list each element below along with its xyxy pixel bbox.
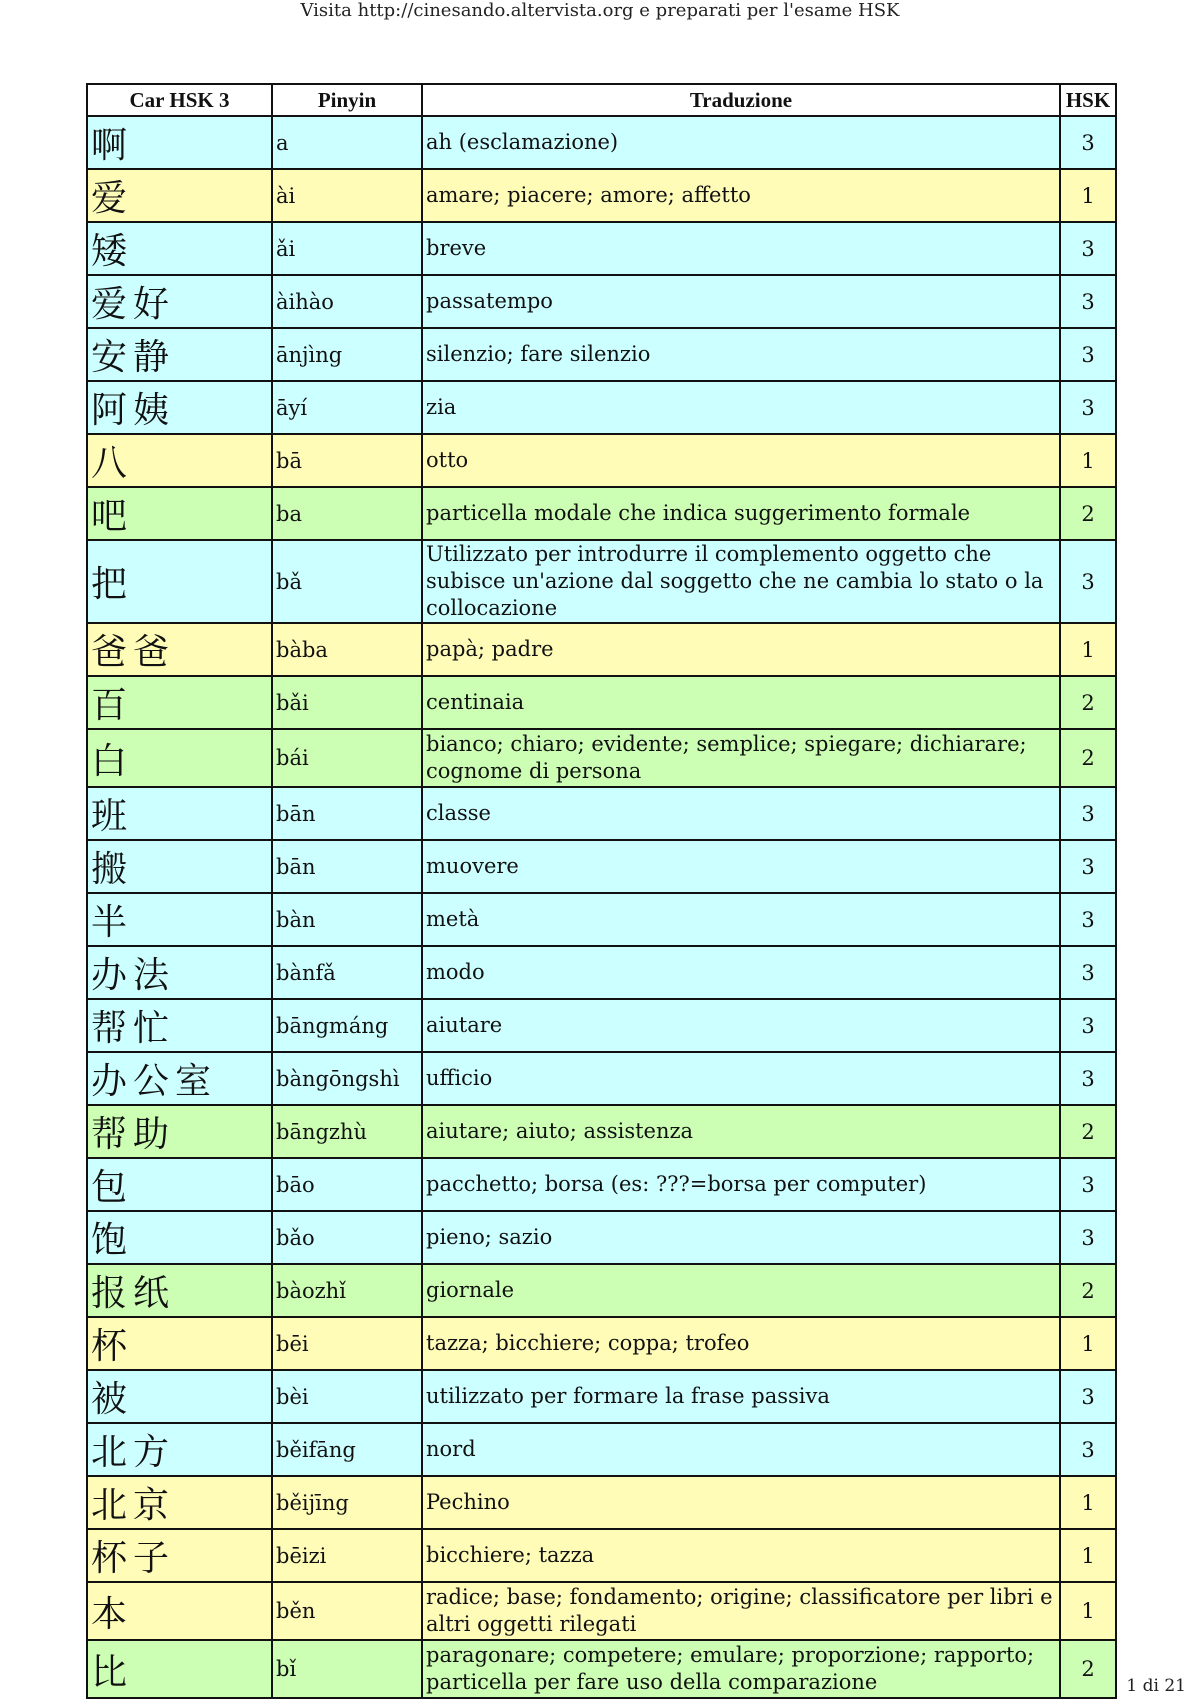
hsk-level-cell: 1 (1060, 1529, 1116, 1582)
pinyin-cell: a (272, 116, 422, 169)
translation-cell: tazza; bicchiere; coppa; trofeo (422, 1317, 1060, 1370)
page-header: Visita http://cinesando.altervista.org e preparati per l'esame HSK (300, 0, 900, 21)
table-row (87, 787, 1116, 840)
table-row (87, 840, 1116, 893)
character-cell: 搬 (87, 840, 272, 893)
hsk-level-cell: 1 (1060, 1582, 1116, 1640)
character-cell: 北京 (87, 1476, 272, 1529)
translation-cell: radice; base; fondamento; origine; classificatore per libri e altri oggetti rilegati (422, 1582, 1060, 1640)
hsk-level-cell: 3 (1060, 1211, 1116, 1264)
table-row (87, 487, 1116, 540)
table-row (87, 1317, 1116, 1370)
translation-cell: muovere (422, 840, 1060, 893)
column-header-hsk: HSK (1060, 84, 1116, 116)
pinyin-cell: bànfǎ (272, 946, 422, 999)
table-row (87, 1582, 1116, 1640)
character-cell: 吧 (87, 487, 272, 540)
hsk-level-cell: 3 (1060, 116, 1116, 169)
column-header-translation: Traduzione (422, 84, 1060, 116)
pinyin-cell: bēi (272, 1317, 422, 1370)
hsk-level-cell: 3 (1060, 275, 1116, 328)
hsk-level-cell: 1 (1060, 434, 1116, 487)
translation-cell: utilizzato per formare la frase passiva (422, 1370, 1060, 1423)
pinyin-cell: bàozhǐ (272, 1264, 422, 1317)
hsk-level-cell: 3 (1060, 840, 1116, 893)
character-cell: 啊 (87, 116, 272, 169)
pinyin-cell: bā (272, 434, 422, 487)
vocabulary-rows (87, 116, 1116, 1698)
pinyin-cell: bāngmáng (272, 999, 422, 1052)
table-row (87, 729, 1116, 787)
translation-cell: Utilizzato per introdurre il complemento oggetto che subisce un'azione dal soggetto che ne cambia lo stato o la collocazione (422, 540, 1060, 623)
translation-cell: aiutare (422, 999, 1060, 1052)
table-row (87, 1640, 1116, 1698)
pinyin-cell: běn (272, 1582, 422, 1640)
hsk-level-cell: 3 (1060, 893, 1116, 946)
translation-cell: pieno; sazio (422, 1211, 1060, 1264)
table-row (87, 946, 1116, 999)
hsk-level-cell: 3 (1060, 1158, 1116, 1211)
hsk-level-cell: 3 (1060, 1052, 1116, 1105)
table-row (87, 999, 1116, 1052)
character-cell: 半 (87, 893, 272, 946)
translation-cell: bicchiere; tazza (422, 1529, 1060, 1582)
translation-cell: modo (422, 946, 1060, 999)
translation-cell: centinaia (422, 676, 1060, 729)
hsk-level-cell: 2 (1060, 1264, 1116, 1317)
character-cell: 杯子 (87, 1529, 272, 1582)
translation-cell: passatempo (422, 275, 1060, 328)
table-row (87, 1211, 1116, 1264)
pinyin-cell: bǎo (272, 1211, 422, 1264)
hsk-level-cell: 3 (1060, 999, 1116, 1052)
translation-cell: ah (esclamazione) (422, 116, 1060, 169)
translation-cell: nord (422, 1423, 1060, 1476)
pinyin-cell: bēizi (272, 1529, 422, 1582)
table-row (87, 1264, 1116, 1317)
character-cell: 爸爸 (87, 623, 272, 676)
character-cell: 班 (87, 787, 272, 840)
hsk-level-cell: 2 (1060, 487, 1116, 540)
pinyin-cell: bǎ (272, 540, 422, 623)
character-cell: 安静 (87, 328, 272, 381)
table-row (87, 540, 1116, 623)
hsk-level-cell: 2 (1060, 1105, 1116, 1158)
translation-cell: bianco; chiaro; evidente; semplice; spiegare; dichiarare; cognome di persona (422, 729, 1060, 787)
hsk-level-cell: 3 (1060, 540, 1116, 623)
pinyin-cell: ài (272, 169, 422, 222)
translation-cell: pacchetto; borsa (es: ???=borsa per computer) (422, 1158, 1060, 1211)
pinyin-cell: bāngzhù (272, 1105, 422, 1158)
pinyin-cell: bèi (272, 1370, 422, 1423)
hsk-level-cell: 1 (1060, 1317, 1116, 1370)
hsk-level-cell: 3 (1060, 1370, 1116, 1423)
translation-cell: particella modale che indica suggerimento formale (422, 487, 1060, 540)
hsk-level-cell: 3 (1060, 787, 1116, 840)
hsk-level-cell: 3 (1060, 328, 1116, 381)
pinyin-cell: āyí (272, 381, 422, 434)
hsk-level-cell: 1 (1060, 1476, 1116, 1529)
pinyin-cell: bái (272, 729, 422, 787)
character-cell: 本 (87, 1582, 272, 1640)
translation-cell: metà (422, 893, 1060, 946)
table-row (87, 623, 1116, 676)
character-cell: 矮 (87, 222, 272, 275)
table-row (87, 1529, 1116, 1582)
hsk-level-cell: 3 (1060, 1423, 1116, 1476)
column-header-pinyin: Pinyin (272, 84, 422, 116)
table-header-row (87, 84, 1116, 116)
character-cell: 百 (87, 676, 272, 729)
character-cell: 爱好 (87, 275, 272, 328)
table-row (87, 381, 1116, 434)
character-cell: 白 (87, 729, 272, 787)
pinyin-cell: bǎi (272, 676, 422, 729)
hsk-level-cell: 3 (1060, 222, 1116, 275)
pinyin-cell: běijīng (272, 1476, 422, 1529)
table-row (87, 222, 1116, 275)
hsk-level-cell: 3 (1060, 946, 1116, 999)
character-cell: 办公室 (87, 1052, 272, 1105)
character-cell: 比 (87, 1640, 272, 1698)
character-cell: 办法 (87, 946, 272, 999)
translation-cell: otto (422, 434, 1060, 487)
translation-cell: zia (422, 381, 1060, 434)
hsk-level-cell: 1 (1060, 169, 1116, 222)
character-cell: 被 (87, 1370, 272, 1423)
character-cell: 帮忙 (87, 999, 272, 1052)
table-row (87, 434, 1116, 487)
pinyin-cell: bān (272, 840, 422, 893)
hsk-level-cell: 1 (1060, 623, 1116, 676)
character-cell: 饱 (87, 1211, 272, 1264)
table-row (87, 1052, 1116, 1105)
pinyin-cell: bāo (272, 1158, 422, 1211)
table-row (87, 1158, 1116, 1211)
pinyin-cell: bàn (272, 893, 422, 946)
character-cell: 包 (87, 1158, 272, 1211)
translation-cell: amare; piacere; amore; affetto (422, 169, 1060, 222)
pinyin-cell: ānjìng (272, 328, 422, 381)
table-row (87, 169, 1116, 222)
table-row (87, 328, 1116, 381)
translation-cell: silenzio; fare silenzio (422, 328, 1060, 381)
pinyin-cell: ǎi (272, 222, 422, 275)
hsk-level-cell: 2 (1060, 676, 1116, 729)
table-row (87, 676, 1116, 729)
translation-cell: classe (422, 787, 1060, 840)
translation-cell: giornale (422, 1264, 1060, 1317)
page-number: 1 di 21 (1126, 1676, 1186, 1696)
pinyin-cell: bàba (272, 623, 422, 676)
character-cell: 把 (87, 540, 272, 623)
translation-cell: papà; padre (422, 623, 1060, 676)
character-cell: 八 (87, 434, 272, 487)
vocabulary-table (86, 83, 1117, 1699)
character-cell: 阿姨 (87, 381, 272, 434)
character-cell: 北方 (87, 1423, 272, 1476)
translation-cell: Pechino (422, 1476, 1060, 1529)
column-header-character: Car HSK 3 (87, 84, 272, 116)
table-row (87, 1476, 1116, 1529)
pinyin-cell: bǐ (272, 1640, 422, 1698)
character-cell: 报纸 (87, 1264, 272, 1317)
character-cell: 帮助 (87, 1105, 272, 1158)
pinyin-cell: bàngōngshì (272, 1052, 422, 1105)
character-cell: 爱 (87, 169, 272, 222)
translation-cell: paragonare; competere; emulare; proporzione; rapporto; particella per fare uso della comparazione (422, 1640, 1060, 1698)
hsk-level-cell: 2 (1060, 1640, 1116, 1698)
pinyin-cell: bān (272, 787, 422, 840)
character-cell: 杯 (87, 1317, 272, 1370)
translation-cell: ufficio (422, 1052, 1060, 1105)
pinyin-cell: ba (272, 487, 422, 540)
translation-cell: aiutare; aiuto; assistenza (422, 1105, 1060, 1158)
hsk-level-cell: 3 (1060, 381, 1116, 434)
table-row (87, 893, 1116, 946)
pinyin-cell: àihào (272, 275, 422, 328)
table-row (87, 275, 1116, 328)
table-row (87, 1423, 1116, 1476)
table-row (87, 1105, 1116, 1158)
table-row (87, 1370, 1116, 1423)
pinyin-cell: běifāng (272, 1423, 422, 1476)
hsk-level-cell: 2 (1060, 729, 1116, 787)
translation-cell: breve (422, 222, 1060, 275)
table-row (87, 116, 1116, 169)
